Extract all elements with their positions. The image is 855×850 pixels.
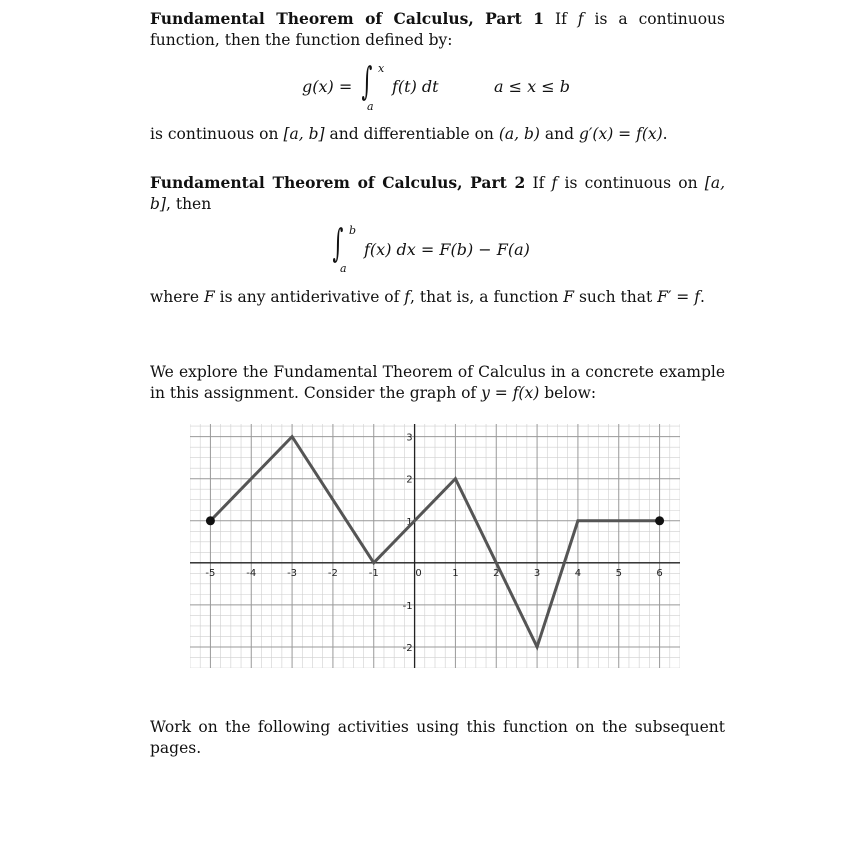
integrand: f(x) dx = F(b) − F(a)	[364, 240, 530, 259]
y-tick-label: -1	[402, 600, 413, 612]
part2-statement	[150, 172, 725, 215]
part1-text: is a continuous function, then the function defined by:	[150, 10, 725, 49]
text: is continuous on	[557, 174, 705, 192]
text: and differentiable on	[324, 125, 499, 143]
function-graph	[190, 424, 680, 668]
integral-upper-limit: b	[349, 224, 357, 237]
part1-text: If	[544, 10, 578, 28]
text: If	[525, 174, 552, 192]
part2-where	[150, 287, 725, 308]
y-tick-label: 2	[406, 474, 413, 486]
x-tick-label: -4	[246, 567, 257, 579]
text: .	[662, 125, 668, 143]
part1-conclusion	[150, 124, 725, 145]
x-tick-label: 4	[574, 567, 582, 579]
integral-upper-limit: x	[378, 62, 385, 75]
part1-statement	[150, 8, 725, 51]
text: below:	[539, 384, 597, 402]
y-tick-label: -2	[402, 642, 413, 654]
text: , that is, a function	[410, 288, 564, 306]
y-tick-label: 3	[406, 432, 413, 444]
math-condition: F′ = f	[657, 288, 700, 306]
tick-labels	[205, 433, 662, 654]
x-tick-label: 2	[493, 567, 500, 579]
text: where	[150, 288, 204, 306]
text: is continuous on	[150, 125, 284, 143]
x-tick-label: 6	[656, 567, 663, 579]
x-tick-label: 1	[452, 567, 459, 579]
integral-sign: ∫	[361, 59, 373, 103]
integral-sign: ∫	[332, 221, 344, 265]
math-F: F	[563, 288, 575, 306]
text: such that	[574, 288, 658, 306]
x-tick-label: -2	[327, 567, 338, 579]
integral-lower-limit: a	[340, 262, 347, 275]
math-interval: (a, b)	[498, 125, 540, 143]
x-tick-label: -3	[287, 567, 298, 579]
x-tick-label: 3	[533, 567, 541, 579]
part2-title: Fundamental Theorem of Calculus, Part 2	[150, 173, 526, 192]
text: and	[539, 125, 579, 143]
endpoint-dot	[655, 516, 664, 525]
minor-grid	[190, 424, 680, 668]
text: is any antiderivative of	[214, 288, 405, 306]
endpoint-dot	[206, 516, 215, 525]
x-tick-label: -1	[368, 567, 379, 579]
integral-lower-limit: a	[367, 100, 374, 113]
math-equation: y = f(x)	[481, 384, 540, 402]
math-interval: [a, b]	[150, 174, 725, 213]
integrand: f(t) dt	[392, 77, 439, 96]
x-tick-label: 0	[415, 567, 422, 579]
math-F: F	[203, 288, 215, 306]
text: We explore the Fundamental Theorem of Calculus in a concrete example in this assignment. Consider the graph of	[150, 363, 725, 402]
math-f: f	[404, 288, 411, 306]
math-f: f	[551, 174, 558, 192]
math-f: f	[577, 10, 584, 28]
explore-paragraph	[150, 362, 725, 404]
math-derivative: g′(x) = f(x)	[578, 125, 663, 143]
closing-paragraph: Work on the following activities using this function on the subsequent pages.	[150, 718, 725, 757]
text: .	[699, 288, 705, 306]
math-interval: [a, b]	[283, 125, 325, 143]
equation-lhs: g(x) =	[302, 77, 353, 96]
y-tick-label: 1	[406, 516, 413, 528]
x-tick-label: 5	[615, 567, 622, 579]
part1-title: Fundamental Theorem of Calculus, Part 1	[150, 9, 545, 28]
text: , then	[165, 195, 212, 213]
domain-condition: a ≤ x ≤ b	[494, 77, 570, 96]
x-tick-label: -5	[205, 567, 216, 579]
